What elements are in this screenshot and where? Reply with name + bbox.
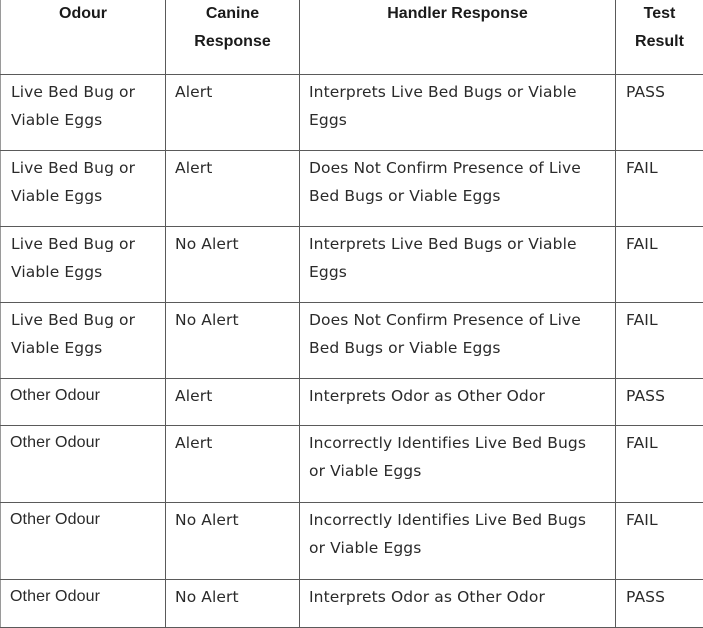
header-result-line1: Test [616, 0, 703, 28]
canine-cell [166, 226, 300, 302]
header-test-result [616, 0, 703, 74]
odour-cell [1, 425, 166, 502]
header-odour-label: Odour [1, 0, 165, 28]
canine-cell [166, 579, 300, 627]
canine-cell [166, 425, 300, 502]
header-odour [1, 0, 166, 74]
handler-line1: Incorrectly Identifies Live Bed Bugs [300, 426, 615, 457]
table-row [1, 425, 703, 502]
odour-cell [1, 74, 166, 150]
canine-cell [166, 378, 300, 425]
canine-value: Alert [166, 426, 299, 457]
result-cell [616, 579, 703, 627]
odour-cell [1, 150, 166, 226]
odour-line1: Other Odour [1, 580, 165, 611]
odour-line1: Other Odour [1, 503, 165, 534]
table-row [1, 226, 703, 302]
result-cell [616, 302, 703, 378]
result-cell [616, 74, 703, 150]
result-cell [616, 378, 703, 425]
table-row [1, 74, 703, 150]
table-row [1, 378, 703, 425]
handler-line2: Eggs [300, 106, 615, 134]
header-result-line2: Result [616, 28, 703, 56]
handler-cell [300, 425, 616, 502]
odour-line1: Live Bed Bug or [1, 227, 165, 258]
handler-line1: Interprets Odor as Other Odor [300, 580, 615, 611]
result-value: PASS [616, 75, 703, 106]
odour-line1: Other Odour [1, 379, 165, 410]
canine-value: Alert [166, 151, 299, 182]
header-canine-line2: Response [166, 28, 299, 56]
handler-cell [300, 226, 616, 302]
table-row [1, 579, 703, 627]
handler-line1: Interprets Live Bed Bugs or Viable [300, 227, 615, 258]
header-row [1, 0, 703, 74]
odour-cell [1, 302, 166, 378]
canine-value: No Alert [166, 227, 299, 258]
handler-line2: Bed Bugs or Viable Eggs [300, 182, 615, 210]
result-value: FAIL [616, 503, 703, 534]
result-cell [616, 226, 703, 302]
odour-cell [1, 502, 166, 579]
canine-value: No Alert [166, 503, 299, 534]
canine-value: No Alert [166, 303, 299, 334]
handler-line2: or Viable Eggs [300, 457, 615, 485]
result-value: PASS [616, 379, 703, 410]
result-value: FAIL [616, 426, 703, 457]
result-value: FAIL [616, 151, 703, 182]
canine-cell [166, 502, 300, 579]
odour-line1: Live Bed Bug or [1, 151, 165, 182]
table-row [1, 502, 703, 579]
canine-value: Alert [166, 75, 299, 106]
odour-cell [1, 226, 166, 302]
header-handler-response [300, 0, 616, 74]
odour-line2: Viable Eggs [1, 258, 165, 286]
odour-line2: Viable Eggs [1, 182, 165, 210]
canine-cell [166, 74, 300, 150]
header-canine-line1: Canine [166, 0, 299, 28]
odour-cell [1, 378, 166, 425]
result-value: PASS [616, 580, 703, 611]
handler-cell [300, 74, 616, 150]
result-cell [616, 502, 703, 579]
odour-line2: Viable Eggs [1, 106, 165, 134]
handler-line2: or Viable Eggs [300, 534, 615, 562]
handler-cell [300, 378, 616, 425]
odour-line1: Live Bed Bug or [1, 75, 165, 106]
canine-cell [166, 150, 300, 226]
handler-cell [300, 150, 616, 226]
result-cell [616, 150, 703, 226]
handler-cell [300, 502, 616, 579]
handler-line1: Interprets Odor as Other Odor [300, 379, 615, 410]
odour-line1: Other Odour [1, 426, 165, 457]
odour-line2: Viable Eggs [1, 334, 165, 362]
table-row [1, 150, 703, 226]
result-cell [616, 425, 703, 502]
header-handler-label: Handler Response [300, 0, 615, 28]
odour-line1: Live Bed Bug or [1, 303, 165, 334]
handler-cell [300, 579, 616, 627]
canine-value: No Alert [166, 580, 299, 611]
handler-line2: Bed Bugs or Viable Eggs [300, 334, 615, 362]
canine-value: Alert [166, 379, 299, 410]
result-value: FAIL [616, 303, 703, 334]
header-canine-response [166, 0, 300, 74]
handler-line1: Incorrectly Identifies Live Bed Bugs [300, 503, 615, 534]
handler-cell [300, 302, 616, 378]
table-row [1, 302, 703, 378]
canine-cell [166, 302, 300, 378]
handler-line1: Interprets Live Bed Bugs or Viable [300, 75, 615, 106]
handler-line2: Eggs [300, 258, 615, 286]
odour-cell [1, 579, 166, 627]
handler-line1: Does Not Confirm Presence of Live [300, 303, 615, 334]
handler-line1: Does Not Confirm Presence of Live [300, 151, 615, 182]
result-value: FAIL [616, 227, 703, 258]
